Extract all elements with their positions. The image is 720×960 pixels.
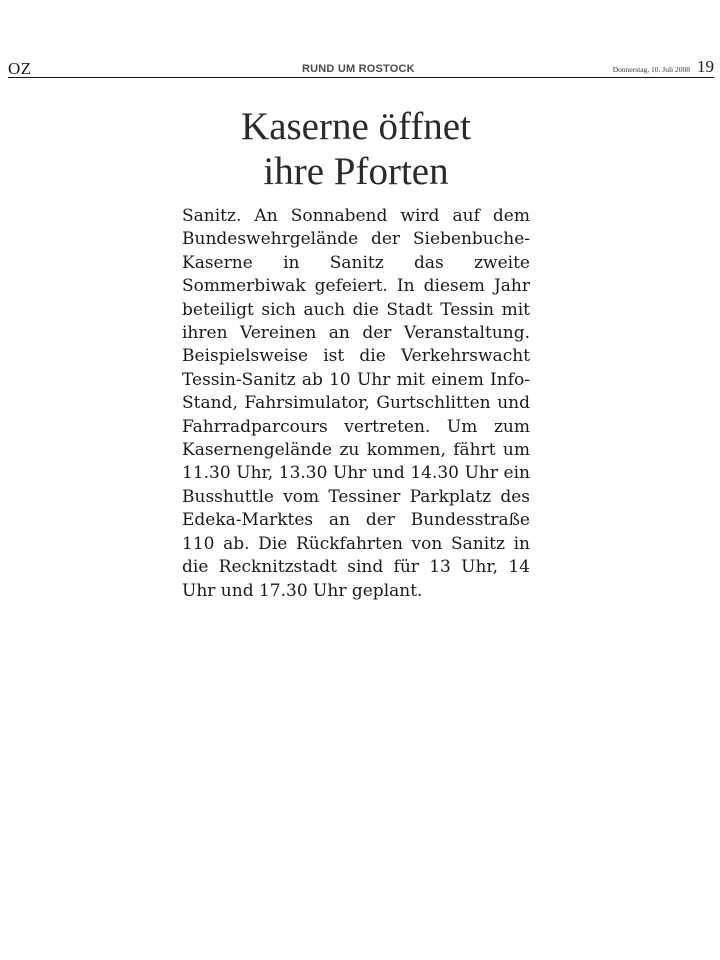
article-headline	[182, 104, 530, 194]
page-header	[8, 58, 714, 78]
news-article	[182, 104, 530, 603]
section-title: RUND UM ROSTOCK	[302, 63, 415, 75]
issue-date: Donnerstag, 10. Juli 2008	[612, 65, 690, 74]
page-number: 19	[697, 57, 714, 76]
headline-line-2: ihre Pforten	[263, 150, 449, 193]
newspaper-logo: OZ	[8, 59, 32, 78]
header-rule	[8, 77, 714, 78]
headline-line-1: Kaserne öffnet	[241, 105, 471, 148]
article-body: Sanitz. An Sonnabend wird auf dem Bundeswehrgelände der Siebenbuche-Kaserne in Sanitz das zweite Sommerbiwak gefeiert. In diesem Jahr beteiligt sich auch die Stadt Tessin mit ihren Vereinen an der Veranstaltung. Beispielsweise ist die Verkehrswacht Tessin-Sanitz ab 10 Uhr mit einem Info-Stand, Fahrsimulator, Gurtschlitten und Fahrradparcours vertreten. Um zum Kasernengelände zu kommen, fährt um 11.30 Uhr, 13.30 Uhr und 14.30 Uhr ein Busshuttle vom Tessiner Parkplatz des Edeka-Marktes an der Bundesstraße 110 ab. Die Rückfahrten von Sanitz in die Recknitzstadt sind für 13 Uhr, 14 Uhr und 17.30 Uhr geplant.	[182, 206, 530, 601]
